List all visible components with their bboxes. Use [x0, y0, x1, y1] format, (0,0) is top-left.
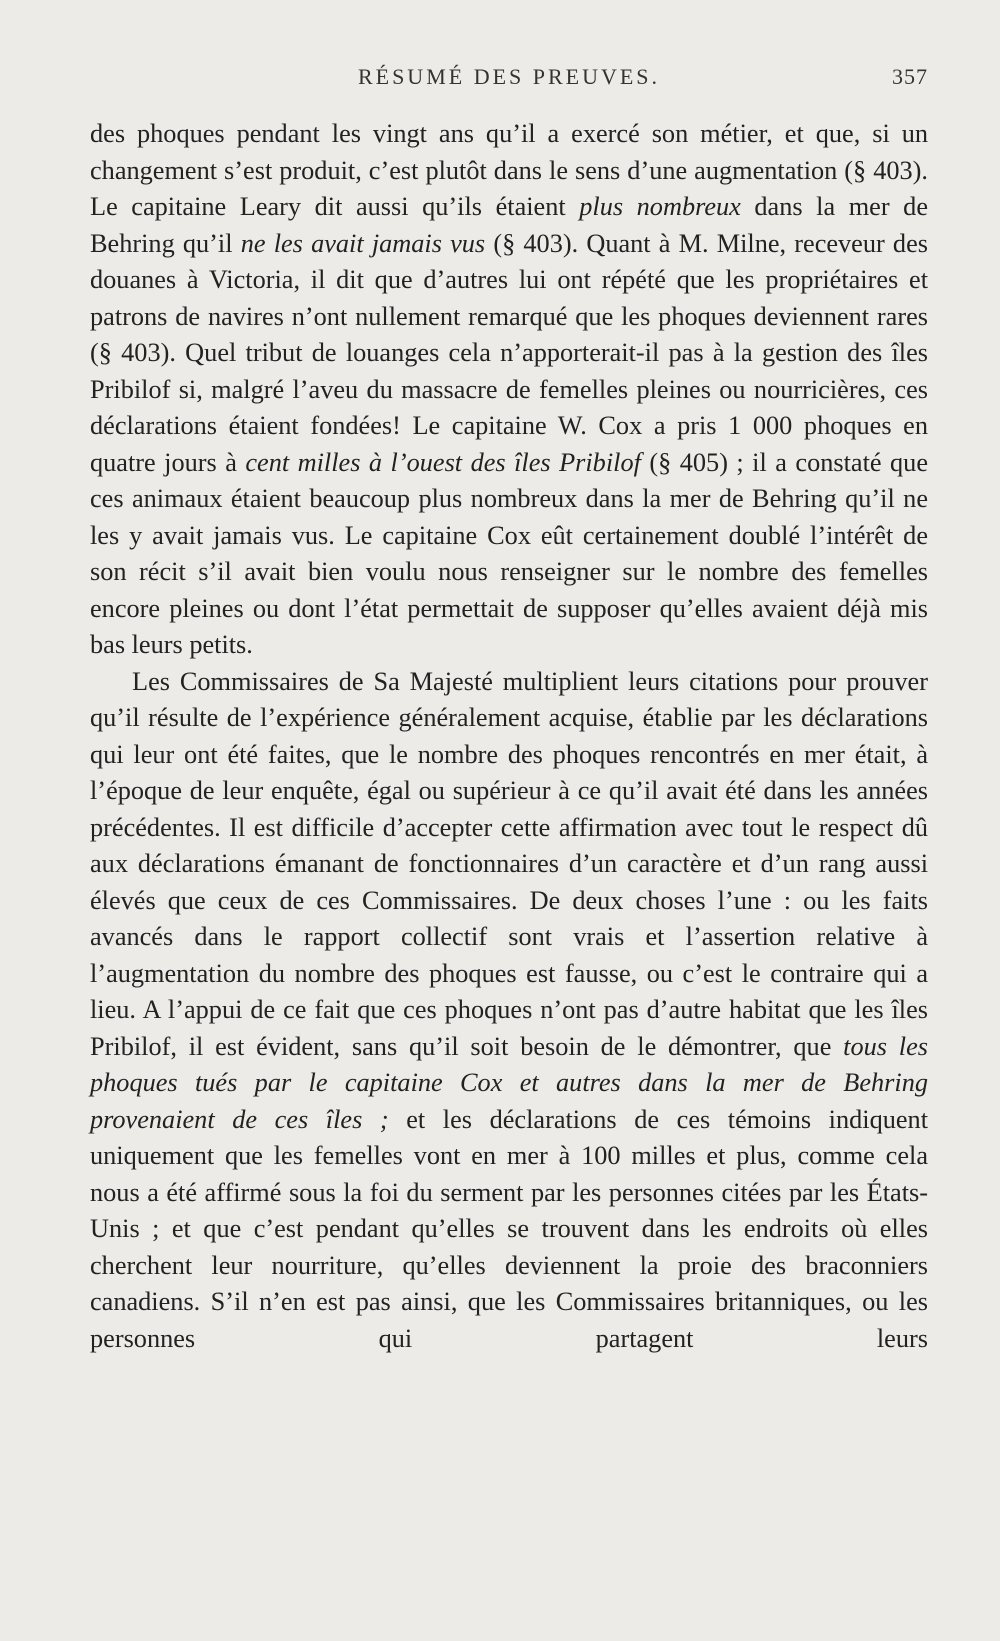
body-text	[90, 116, 928, 1357]
paragraph-1-text-3: (§ 403). Quant à M. Milne, receveur des douanes à Victoria, il dit que d’autres lui ont répété que les propriétaires et patrons de navires n’ont nullement remarqué que les phoques deviennent rares (§ 403). Quel tribut de louanges cela n’apporterait-il pas à la gestion des îles Pribilof si, malgré l’aveu du massacre de femelles pleines ou nourricières, ces déclarations étaient fondées! Le capitaine W. Cox a pris 1 000 phoques en quatre jours à	[90, 228, 928, 477]
page-number: 357	[892, 64, 928, 89]
paragraph-1-text-2: dans la mer de Behring qu’il	[90, 192, 928, 258]
page-header	[90, 64, 928, 94]
paragraph-2	[90, 664, 928, 1358]
paragraph-1-text-4: (§ 405) ; il a constaté que ces animaux étaient beaucoup plus nombreux dans la mer de Behring qu’il ne les y avait jamais vus. Le capitaine Cox eût certainement doublé l’intérêt de son récit s’il avait bien voulu nous renseigner sur le nombre des femelles encore pleines ou dont l’état permettait de supposer qu’elles avaient déjà mis bas leurs petits.	[90, 447, 928, 659]
paragraph-2-text-2: et les déclarations de ces témoins indiquent uniquement que les femelles vont en mer à 100 milles et plus, comme cela nous a été affirmé sous la foi du serment par les personnes citées par les États-Unis ; et que c’est pendant qu’elles se trouvent dans les endroits où elles cherchent leur nourriture, qu’elles deviennent la proie des braconniers canadiens. S’il n’en est pas ainsi, que les Commissaires britanniques, ou les personnes qui partagent leurs	[90, 1104, 928, 1353]
paragraph-1	[90, 116, 928, 664]
paragraph-1-italic-1: plus nombreux	[579, 192, 741, 221]
paragraph-1-italic-3: cent milles à l’ouest des îles Pribilof	[245, 447, 641, 477]
running-head: RÉSUMÉ DES PREUVES.	[357, 64, 661, 89]
paragraph-2-text-1: Les Commissaires de Sa Majesté multiplient leurs citations pour prouver qu’il résulte de l’expérience généralement acquise, établie par les déclarations qui leur ont été faites, que le nombre des phoques rencontrés en mer était, à l’époque de leur enquête, égal ou supérieur à ce qu’il avait été dans les années précédentes. Il est difficile d’accepter cette affirmation avec tout le respect dû aux déclarations émanant de fonctionnaires d’un caractère et d’un rang aussi élevés que ceux de ces Commissaires. De deux choses l’une : ou les faits avancés dans le rapport collectif sont vrais et l’assertion relative à l’augmentation du nombre des phoques est fausse, ou c’est le contraire qui a lieu. A l’appui de ce fait que ces phoques n’ont pas d’autre habitat que les îles Pribilof, il est évident, sans qu’il soit besoin de le démontrer, que	[90, 666, 928, 1061]
paragraph-2-italic-1: tous les phoques tués par le capitaine Cox et autres dans la mer de Behring provenaient de ces îles ;	[90, 1031, 929, 1134]
paragraph-1-text-1: des phoques pendant les vingt ans qu’il a exercé son métier, et que, si un changement s’est produit, c’est plutôt dans le sens d’une augmentation (§ 403). Le capitaine Leary dit aussi qu’ils étaient	[90, 119, 928, 221]
paragraph-1-italic-2: ne les avait jamais vus	[240, 228, 486, 258]
